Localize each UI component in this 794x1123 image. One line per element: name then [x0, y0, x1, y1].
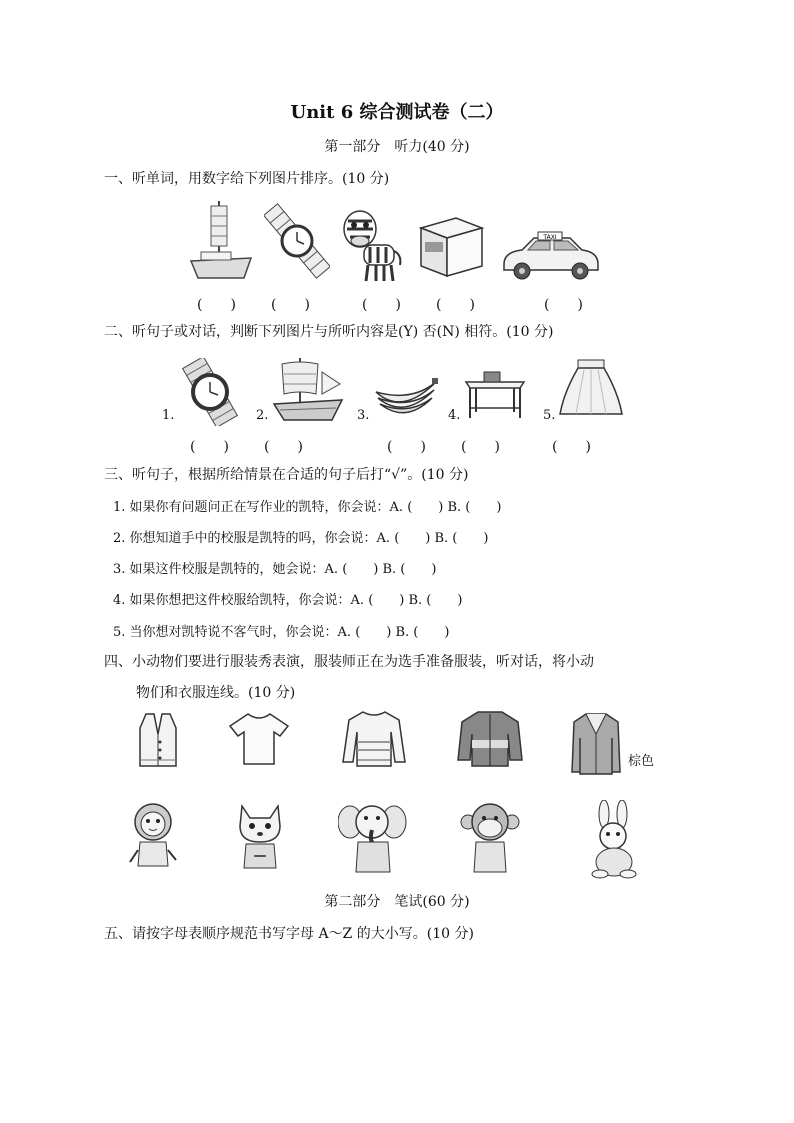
q2-blank-3[interactable]: ( ) — [387, 439, 426, 455]
q2-num-1: 1. — [162, 408, 175, 423]
page-title: Unit 6 综合测试卷（二） — [290, 102, 504, 123]
q2-blank-2[interactable]: ( ) — [264, 439, 303, 455]
cat-icon[interactable] — [232, 802, 288, 872]
zebra-icon — [338, 203, 404, 283]
banana-icon — [372, 372, 440, 418]
elephant-icon[interactable] — [338, 800, 412, 874]
q1-blank-2[interactable]: ( ) — [271, 297, 310, 313]
q1-prompt: 一、听单词，用数字给下列图片排序。(10 分) — [104, 171, 390, 187]
q2-prompt: 二、听句子或对话，判断下列图片与所听内容是(Y) 否(N) 相符。(10 分) — [104, 324, 554, 340]
ship-icon — [270, 354, 346, 424]
q3-item-1: 1. 如果你有问题问正在写作业的凯特，你会说：A. ( ) B. ( ) — [113, 500, 502, 515]
watch-icon — [178, 358, 242, 426]
q1-blank-1[interactable]: ( ) — [197, 297, 236, 313]
svg-text:TAXI: TAXI — [543, 234, 557, 241]
q1-blank-5[interactable]: ( ) — [544, 297, 583, 313]
sailboat-icon — [186, 196, 256, 286]
q2-blank-4[interactable]: ( ) — [461, 439, 500, 455]
monkey-icon[interactable] — [460, 802, 520, 874]
vest-icon[interactable] — [136, 712, 180, 768]
taxi-icon — [498, 230, 602, 282]
q5-prompt: 五、请按字母表顺序规范书写字母 A～Z 的大小写。(10 分) — [104, 926, 474, 942]
q2-num-2: 2. — [256, 408, 269, 423]
q2-blank-1[interactable]: ( ) — [190, 439, 229, 455]
box-icon — [416, 210, 486, 280]
jacket-icon[interactable] — [456, 710, 524, 768]
q2-num-3: 3. — [357, 408, 370, 423]
q2-num-5: 5. — [543, 408, 556, 423]
sweater-icon[interactable] — [341, 710, 407, 768]
part1-heading: 第一部分 听力(40 分) — [324, 139, 470, 155]
q2-num-4: 4. — [448, 408, 461, 423]
q3-item-4: 4. 如果你想把这件校服给凯特，你会说：A. ( ) B. ( ) — [113, 593, 463, 608]
q4-prompt-line1: 四、小动物们要进行服装秀表演，服装师正在为选手准备服装，听对话，将小动 — [104, 654, 594, 670]
q4-prompt-line2: 物们和衣服连线。(10 分) — [136, 685, 296, 701]
skirt-icon — [558, 358, 624, 418]
q1-blank-4[interactable]: ( ) — [436, 297, 475, 313]
q3-item-5: 5. 当你想对凯特说不客气时，你会说：A. ( ) B. ( ) — [113, 625, 450, 640]
lion-icon[interactable] — [128, 802, 178, 872]
q3-item-3: 3. 如果这件校服是凯特的，她会说：A. ( ) B. ( ) — [113, 562, 437, 577]
coat-icon[interactable] — [570, 712, 622, 776]
rabbit-icon[interactable] — [586, 800, 642, 880]
desk-icon — [462, 368, 528, 420]
part2-heading: 第二部分 笔试(60 分) — [324, 894, 470, 910]
q3-prompt: 三、听句子，根据所给情景在合适的句子后打“√”。(10 分) — [104, 467, 469, 483]
watch-icon — [264, 200, 330, 282]
q1-blank-3[interactable]: ( ) — [362, 297, 401, 313]
coat-color-label: 棕色 — [628, 754, 655, 769]
tshirt-icon[interactable] — [228, 712, 290, 766]
q2-blank-5[interactable]: ( ) — [552, 439, 591, 455]
q3-item-2: 2. 你想知道手中的校服是凯特的吗，你会说：A. ( ) B. ( ) — [113, 531, 489, 546]
